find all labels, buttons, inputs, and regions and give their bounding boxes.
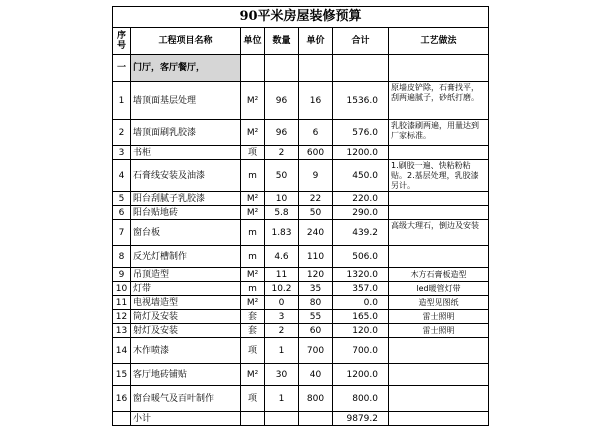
row-unit: m [241, 160, 265, 192]
section-name: 门厅，客厅餐厅， [131, 55, 241, 82]
row-price: 80 [299, 296, 333, 310]
subtotal-total: 9879.2 [333, 412, 389, 426]
sheet-title: 90平米房屋装修预算 [113, 7, 489, 28]
table-row [113, 324, 489, 338]
row-unit: 项 [241, 146, 265, 160]
row-price: 9 [299, 160, 333, 192]
header-no: 序号 [113, 28, 131, 55]
row-method [389, 338, 489, 364]
row-no: 12 [113, 310, 131, 324]
row-item: 筒灯及安装 [131, 310, 241, 324]
row-unit: M² [241, 192, 265, 206]
row-unit: M² [241, 82, 265, 120]
row-no: 14 [113, 338, 131, 364]
header-qty: 数量 [265, 28, 299, 55]
table-row [113, 364, 489, 386]
subtotal-empty [265, 412, 299, 426]
row-qty: 96 [265, 120, 299, 146]
header-total: 合计 [333, 28, 389, 55]
table-row [113, 120, 489, 146]
row-method: 造型见图纸 [389, 296, 489, 310]
row-method [389, 146, 489, 160]
row-qty: 1.83 [265, 220, 299, 246]
row-unit: M² [241, 364, 265, 386]
row-no: 16 [113, 386, 131, 412]
row-method: 乳胶漆刷两遍，用量达到厂家标准。 [389, 120, 489, 146]
row-unit: 套 [241, 324, 265, 338]
row-total: 0.0 [333, 296, 389, 310]
row-item: 吊顶造型 [131, 268, 241, 282]
row-price: 6 [299, 120, 333, 146]
row-unit: M² [241, 268, 265, 282]
row-qty: 10.2 [265, 282, 299, 296]
table-row [113, 82, 489, 120]
row-price: 22 [299, 192, 333, 206]
row-item: 电视墙造型 [131, 296, 241, 310]
row-item: 墙顶面刷乳胶漆 [131, 120, 241, 146]
row-price: 50 [299, 206, 333, 220]
row-no: 4 [113, 160, 131, 192]
row-method [389, 386, 489, 412]
table-row [113, 338, 489, 364]
section-empty [299, 55, 333, 82]
row-unit: 项 [241, 338, 265, 364]
row-no: 3 [113, 146, 131, 160]
row-method [389, 192, 489, 206]
row-price: 35 [299, 282, 333, 296]
row-total: 357.0 [333, 282, 389, 296]
row-total: 1320.0 [333, 268, 389, 282]
row-price: 240 [299, 220, 333, 246]
row-price: 120 [299, 268, 333, 282]
section-row [113, 55, 489, 82]
row-qty: 10 [265, 192, 299, 206]
row-method: 雷士照明 [389, 310, 489, 324]
row-price: 55 [299, 310, 333, 324]
row-total: 165.0 [333, 310, 389, 324]
table-row [113, 160, 489, 192]
row-method: 高级大理石，倒边及安装 [389, 220, 489, 246]
row-no: 9 [113, 268, 131, 282]
row-total: 576.0 [333, 120, 389, 146]
row-item: 石膏线安装及油漆 [131, 160, 241, 192]
row-no: 1 [113, 82, 131, 120]
table-row [113, 282, 489, 296]
table-row [113, 220, 489, 246]
row-qty: 96 [265, 82, 299, 120]
table-row [113, 310, 489, 324]
budget-sheet [112, 6, 488, 426]
row-item: 窗台暖气及百叶制作 [131, 386, 241, 412]
row-item: 窗台板 [131, 220, 241, 246]
row-qty: 2 [265, 146, 299, 160]
header-method: 工艺做法 [389, 28, 489, 55]
row-unit: 套 [241, 310, 265, 324]
row-item: 阳台刮腻子乳胶漆 [131, 192, 241, 206]
row-method: led暖管灯带 [389, 282, 489, 296]
section-empty [333, 55, 389, 82]
row-price: 60 [299, 324, 333, 338]
rows-body [113, 82, 489, 412]
row-method [389, 206, 489, 220]
section-empty [265, 55, 299, 82]
row-item: 书柜 [131, 146, 241, 160]
row-item: 木作喷漆 [131, 338, 241, 364]
row-method: 木方石膏板造型 [389, 268, 489, 282]
row-item: 灯带 [131, 282, 241, 296]
budget-table [112, 6, 489, 426]
row-no: 10 [113, 282, 131, 296]
subtotal-label: 小计 [131, 412, 241, 426]
row-no: 8 [113, 246, 131, 268]
row-total: 1536.0 [333, 82, 389, 120]
table-row [113, 268, 489, 282]
row-unit: m [241, 246, 265, 268]
row-no: 15 [113, 364, 131, 386]
row-price: 700 [299, 338, 333, 364]
row-total: 439.2 [333, 220, 389, 246]
row-total: 290.0 [333, 206, 389, 220]
row-item: 阳台贴地砖 [131, 206, 241, 220]
row-total: 800.0 [333, 386, 389, 412]
section-index: 一 [113, 55, 131, 82]
subtotal-empty [389, 412, 489, 426]
row-no: 5 [113, 192, 131, 206]
row-unit: M² [241, 296, 265, 310]
section-empty [241, 55, 265, 82]
row-no: 7 [113, 220, 131, 246]
subtotal-empty [241, 412, 265, 426]
table-row [113, 386, 489, 412]
row-unit: m [241, 282, 265, 296]
subtotal-empty [113, 412, 131, 426]
row-unit: M² [241, 206, 265, 220]
row-qty: 1 [265, 386, 299, 412]
row-price: 600 [299, 146, 333, 160]
row-price: 16 [299, 82, 333, 120]
row-qty: 50 [265, 160, 299, 192]
row-no: 11 [113, 296, 131, 310]
title-row [113, 7, 489, 28]
row-item: 墙顶面基层处理 [131, 82, 241, 120]
table-row [113, 296, 489, 310]
row-item: 射灯及安装 [131, 324, 241, 338]
header-unit: 单位 [241, 28, 265, 55]
row-unit: 项 [241, 386, 265, 412]
row-total: 700.0 [333, 338, 389, 364]
row-unit: M² [241, 120, 265, 146]
row-qty: 0 [265, 296, 299, 310]
row-price: 800 [299, 386, 333, 412]
row-total: 450.0 [333, 160, 389, 192]
row-qty: 11 [265, 268, 299, 282]
row-no: 6 [113, 206, 131, 220]
section-empty [389, 55, 489, 82]
row-total: 1200.0 [333, 364, 389, 386]
row-qty: 30 [265, 364, 299, 386]
table-row [113, 206, 489, 220]
row-total: 1200.0 [333, 146, 389, 160]
table-row [113, 192, 489, 206]
row-price: 110 [299, 246, 333, 268]
row-price: 40 [299, 364, 333, 386]
row-method: 雷士照明 [389, 324, 489, 338]
row-qty: 2 [265, 324, 299, 338]
row-method [389, 246, 489, 268]
row-method: 原墙皮铲除，石膏找平，刮两遍腻子，砂纸打磨。 [389, 82, 489, 120]
header-row [113, 28, 489, 55]
row-qty: 5.8 [265, 206, 299, 220]
subtotal-empty [299, 412, 333, 426]
header-price: 单价 [299, 28, 333, 55]
table-row [113, 246, 489, 268]
row-no: 2 [113, 120, 131, 146]
table-row [113, 146, 489, 160]
subtotal-row [113, 412, 489, 426]
row-no: 13 [113, 324, 131, 338]
row-total: 506.0 [333, 246, 389, 268]
row-method [389, 364, 489, 386]
row-method: 1.刷胶一遍、快粘粉粘贴。2.基层处理，乳胶漆另计。 [389, 160, 489, 192]
row-total: 120.0 [333, 324, 389, 338]
row-qty: 1 [265, 338, 299, 364]
row-unit: m [241, 220, 265, 246]
row-qty: 3 [265, 310, 299, 324]
row-qty: 4.6 [265, 246, 299, 268]
row-total: 220.0 [333, 192, 389, 206]
row-item: 客厅地砖铺贴 [131, 364, 241, 386]
header-item: 工程项目名称 [131, 28, 241, 55]
row-item: 反光灯槽制作 [131, 246, 241, 268]
